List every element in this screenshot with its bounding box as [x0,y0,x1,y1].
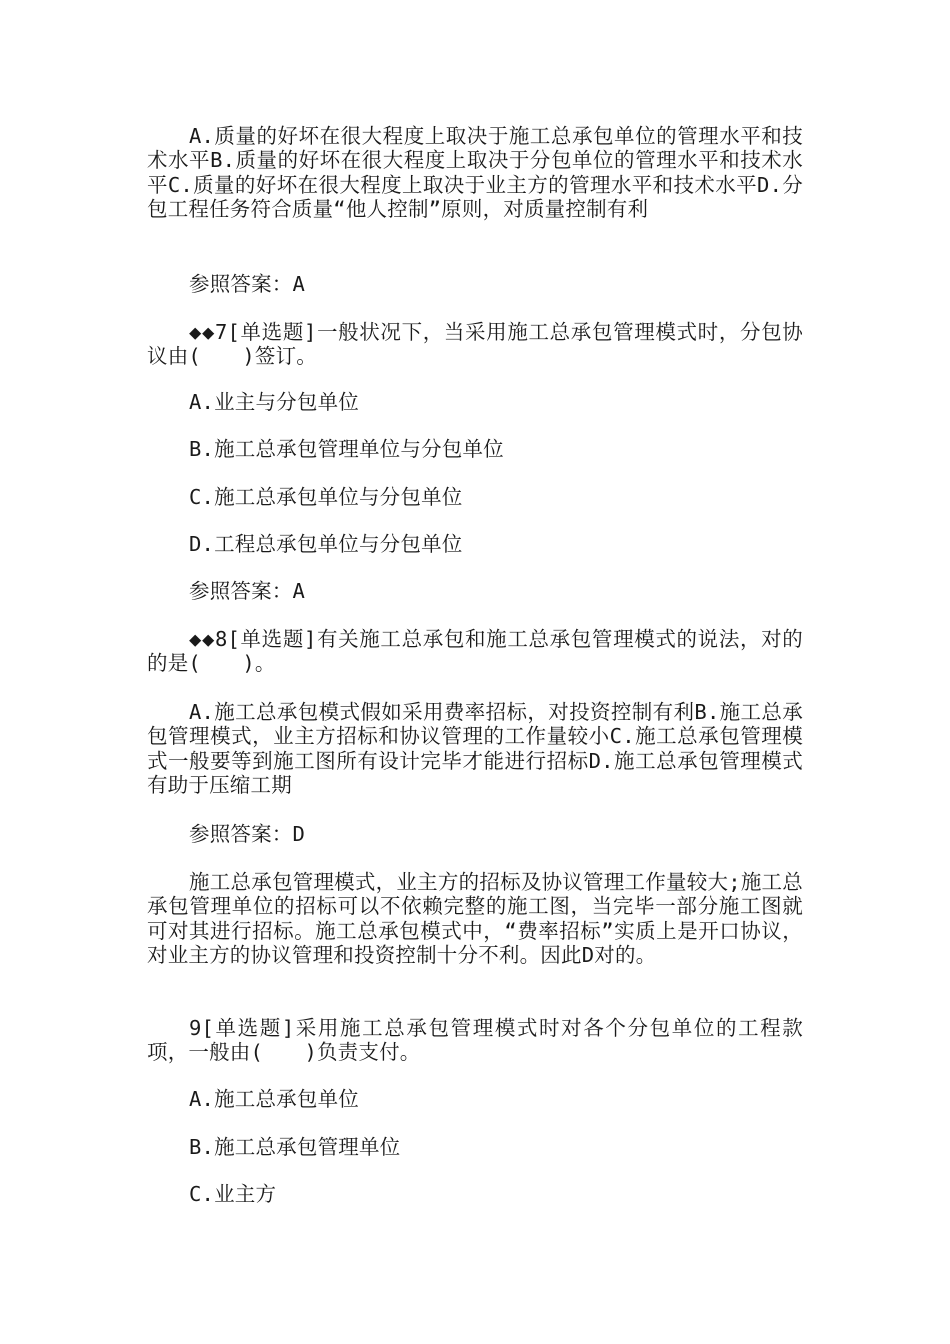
question-9-option-c: C.业主方 [189,1182,277,1206]
question-8-options: A.施工总承包模式假如采用费率招标，对投资控制有利B.施工总承包管理模式，业主方招标和协议管理的工作量较小C.施工总承包管理模式一般要等到施工图所有设计完毕才能进行招标D.施工总承包管理模式有助于压缩工期 [147,700,803,797]
question-9-option-b: B.施工总承包管理单位 [189,1135,401,1159]
question-7-option-a: A.业主与分包单位 [189,390,359,414]
question-6-options: A.质量的好坏在很大程度上取决于施工总承包单位的管理水平和技术水平B.质量的好坏在很大程度上取决于分包单位的管理水平和技术水平C.质量的好坏在很大程度上取决于业主方的管理水平和技术水平D.分包工程任务符合质量“他人控制”原则，对质量控制有利 [147,124,803,221]
question-7-option-d: D.工程总承包单位与分包单位 [189,532,463,556]
question-8-explanation: 施工总承包管理模式，业主方的招标及协议管理工作量较大;施工总承包管理单位的招标可以不依赖完整的施工图，当完毕一部分施工图就可对其进行招标。施工总承包模式中，“费率招标”实质上是开口协议，对业主方的协议管理和投资控制十分不利。因此D对的。 [147,870,803,967]
question-7-option-b: B.施工总承包管理单位与分包单位 [189,437,504,461]
question-7-answer: 参照答案：A [189,579,306,603]
question-8-text: ◆◆8[单选题]有关施工总承包和施工总承包管理模式的说法，对的的是( )。 [147,627,803,676]
question-7-option-c: C.施工总承包单位与分包单位 [189,485,463,509]
question-9-option-a: A.施工总承包单位 [189,1087,359,1111]
question-9-text: 9[单选题]采用施工总承包管理模式时对各个分包单位的工程款项，一般由( )负责支付。 [147,1016,803,1065]
question-7-text: ◆◆7[单选题]一般状况下，当采用施工总承包管理模式时，分包协议由( )签订。 [147,320,803,369]
question-6-answer: 参照答案：A [189,272,306,296]
question-8-answer: 参照答案：D [189,822,306,846]
